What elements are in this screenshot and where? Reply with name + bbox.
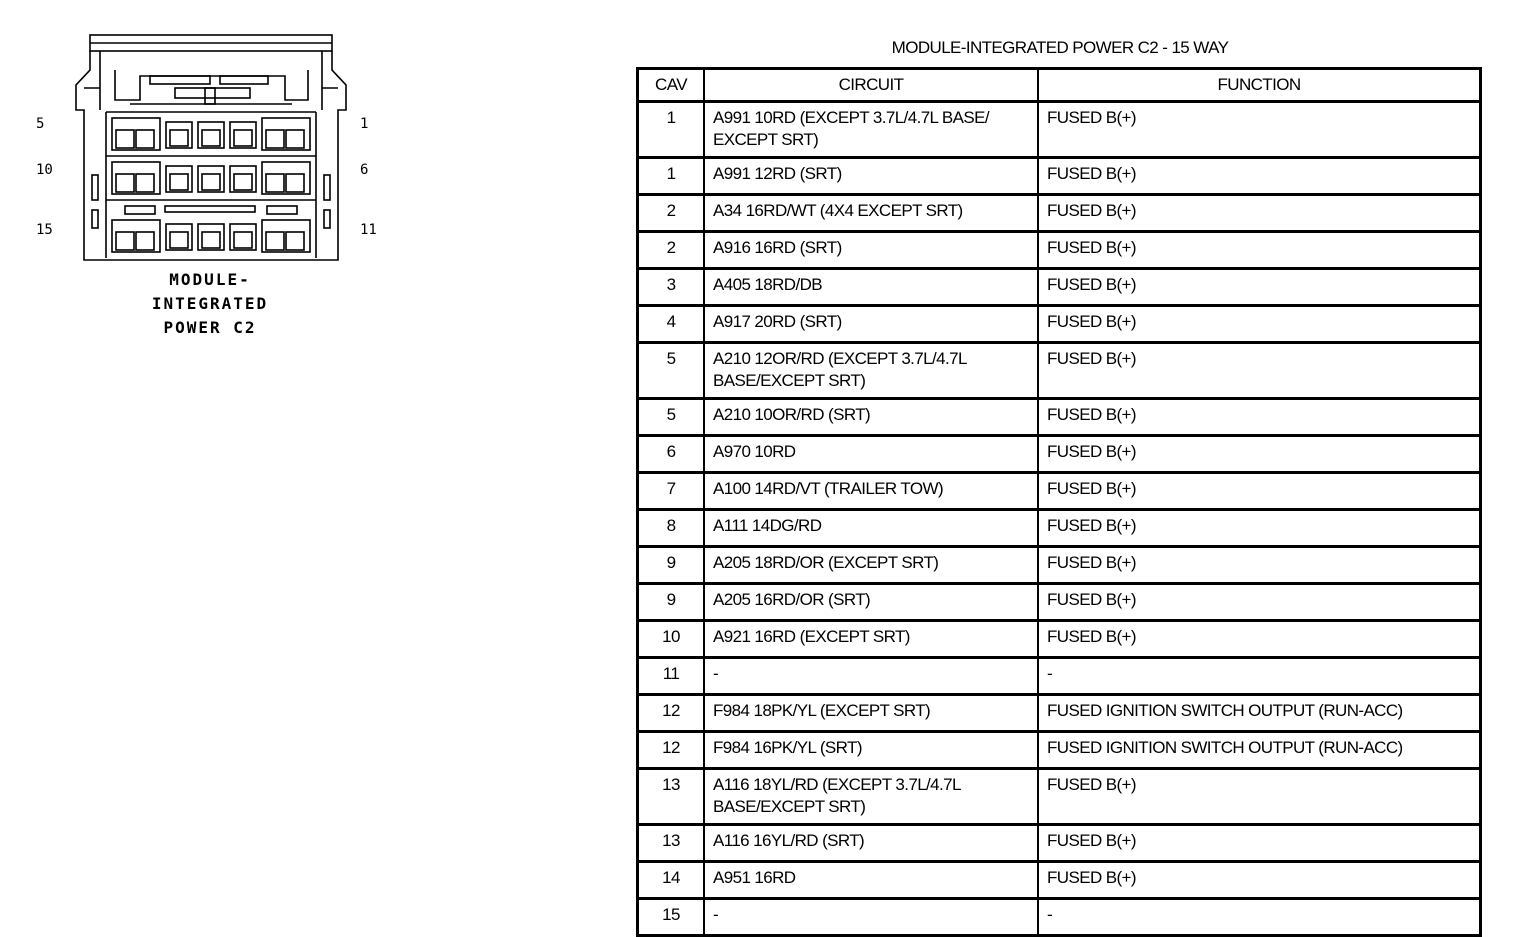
cell-circuit: - <box>704 658 1038 695</box>
table-row <box>638 899 1481 936</box>
cell-cav: 3 <box>638 269 705 306</box>
table-row <box>638 232 1481 269</box>
pin-label-6: 6 <box>360 162 369 178</box>
header-cav: CAV <box>638 69 705 102</box>
cell-function: FUSED B(+) <box>1038 862 1481 899</box>
cell-circuit: F984 18PK/YL (EXCEPT SRT) <box>704 695 1038 732</box>
cell-function: FUSED B(+) <box>1038 825 1481 862</box>
cell-cav: 1 <box>638 102 705 158</box>
pin-label-15: 15 <box>36 222 53 238</box>
cell-function: FUSED B(+) <box>1038 510 1481 547</box>
cell-function: FUSED B(+) <box>1038 621 1481 658</box>
cell-circuit: A991 10RD (EXCEPT 3.7L/4.7L BASE/ EXCEPT SRT) <box>704 102 1038 158</box>
cell-cav: 8 <box>638 510 705 547</box>
cell-circuit: A34 16RD/WT (4X4 EXCEPT SRT) <box>704 195 1038 232</box>
table-row <box>638 102 1481 158</box>
table-row <box>638 343 1481 399</box>
cell-cav: 6 <box>638 436 705 473</box>
table-row <box>638 732 1481 769</box>
cell-cav: 15 <box>638 899 705 936</box>
connector-name-line: MODULE- <box>169 270 251 289</box>
cell-circuit: A917 20RD (SRT) <box>704 306 1038 343</box>
cell-cav: 1 <box>638 158 705 195</box>
cavity-row-1 <box>112 118 310 150</box>
cell-cav: 12 <box>638 695 705 732</box>
cell-cav: 5 <box>638 343 705 399</box>
cell-cav: 2 <box>638 232 705 269</box>
pin-label-5: 5 <box>36 116 45 132</box>
cell-circuit: A205 18RD/OR (EXCEPT SRT) <box>704 547 1038 584</box>
cell-function: FUSED B(+) <box>1038 436 1481 473</box>
cell-function: FUSED IGNITION SWITCH OUTPUT (RUN-ACC) <box>1038 695 1481 732</box>
table-row <box>638 510 1481 547</box>
cell-circuit: A210 12OR/RD (EXCEPT 3.7L/4.7L BASE/EXCEPT SRT) <box>704 343 1038 399</box>
cell-cav: 9 <box>638 547 705 584</box>
pinout-table <box>636 67 1482 937</box>
cell-function: FUSED IGNITION SWITCH OUTPUT (RUN-ACC) <box>1038 732 1481 769</box>
cell-cav: 14 <box>638 862 705 899</box>
cell-circuit: A951 16RD <box>704 862 1038 899</box>
cell-circuit: A970 10RD <box>704 436 1038 473</box>
cell-cav: 12 <box>638 732 705 769</box>
table-row <box>638 195 1481 232</box>
cell-cav: 7 <box>638 473 705 510</box>
cell-function: FUSED B(+) <box>1038 232 1481 269</box>
table-row <box>638 473 1481 510</box>
cell-function: FUSED B(+) <box>1038 473 1481 510</box>
table-row <box>638 658 1481 695</box>
connector-name-line: POWER C2 <box>163 318 257 337</box>
table-row <box>638 621 1481 658</box>
table-row <box>638 695 1481 732</box>
connector-name-line: INTEGRATED <box>151 294 269 313</box>
cell-circuit: A405 18RD/DB <box>704 269 1038 306</box>
cell-function: FUSED B(+) <box>1038 399 1481 436</box>
table-row <box>638 436 1481 473</box>
table-row <box>638 399 1481 436</box>
connector-diagram <box>30 30 390 270</box>
cell-function: FUSED B(+) <box>1038 584 1481 621</box>
header-function: FUNCTION <box>1038 69 1481 102</box>
table-row <box>638 547 1481 584</box>
cell-circuit: A210 10OR/RD (SRT) <box>704 399 1038 436</box>
cell-circuit: A100 14RD/VT (TRAILER TOW) <box>704 473 1038 510</box>
cell-circuit: A205 16RD/OR (SRT) <box>704 584 1038 621</box>
cell-circuit: F984 16PK/YL (SRT) <box>704 732 1038 769</box>
cell-circuit: A991 12RD (SRT) <box>704 158 1038 195</box>
cell-function: FUSED B(+) <box>1038 158 1481 195</box>
cell-cav: 4 <box>638 306 705 343</box>
header-circuit: CIRCUIT <box>704 69 1038 102</box>
cell-function: FUSED B(+) <box>1038 269 1481 306</box>
table-row <box>638 158 1481 195</box>
table-title: MODULE-INTEGRATED POWER C2 - 15 WAY <box>891 38 1229 57</box>
cell-circuit: A111 14DG/RD <box>704 510 1038 547</box>
pin-label-1: 1 <box>360 116 369 132</box>
cell-cav: 5 <box>638 399 705 436</box>
cell-circuit: A116 16YL/RD (SRT) <box>704 825 1038 862</box>
table-header-row <box>638 69 1481 102</box>
cell-cav: 13 <box>638 825 705 862</box>
table-row <box>638 769 1481 825</box>
cell-circuit: A116 18YL/RD (EXCEPT 3.7L/4.7L BASE/EXCEPT SRT) <box>704 769 1038 825</box>
table-row <box>638 862 1481 899</box>
table-row <box>638 269 1481 306</box>
cell-function: - <box>1038 658 1481 695</box>
cell-circuit: A921 16RD (EXCEPT SRT) <box>704 621 1038 658</box>
cell-function: FUSED B(+) <box>1038 306 1481 343</box>
cell-function: FUSED B(+) <box>1038 343 1481 399</box>
cell-function: FUSED B(+) <box>1038 769 1481 825</box>
cavity-row-2 <box>112 162 310 194</box>
cell-circuit: - <box>704 899 1038 936</box>
pin-label-10: 10 <box>36 162 53 178</box>
connector-name <box>140 268 280 340</box>
cell-function: FUSED B(+) <box>1038 547 1481 584</box>
cell-function: FUSED B(+) <box>1038 195 1481 232</box>
cell-cav: 2 <box>638 195 705 232</box>
cell-cav: 11 <box>638 658 705 695</box>
cell-cav: 9 <box>638 584 705 621</box>
table-row <box>638 825 1481 862</box>
cell-circuit: A916 16RD (SRT) <box>704 232 1038 269</box>
cell-cav: 13 <box>638 769 705 825</box>
table-row <box>638 584 1481 621</box>
cavity-row-3 <box>112 220 310 252</box>
cell-function: - <box>1038 899 1481 936</box>
table-row <box>638 306 1481 343</box>
pin-label-11: 11 <box>360 222 377 238</box>
cell-function: FUSED B(+) <box>1038 102 1481 158</box>
cell-cav: 10 <box>638 621 705 658</box>
